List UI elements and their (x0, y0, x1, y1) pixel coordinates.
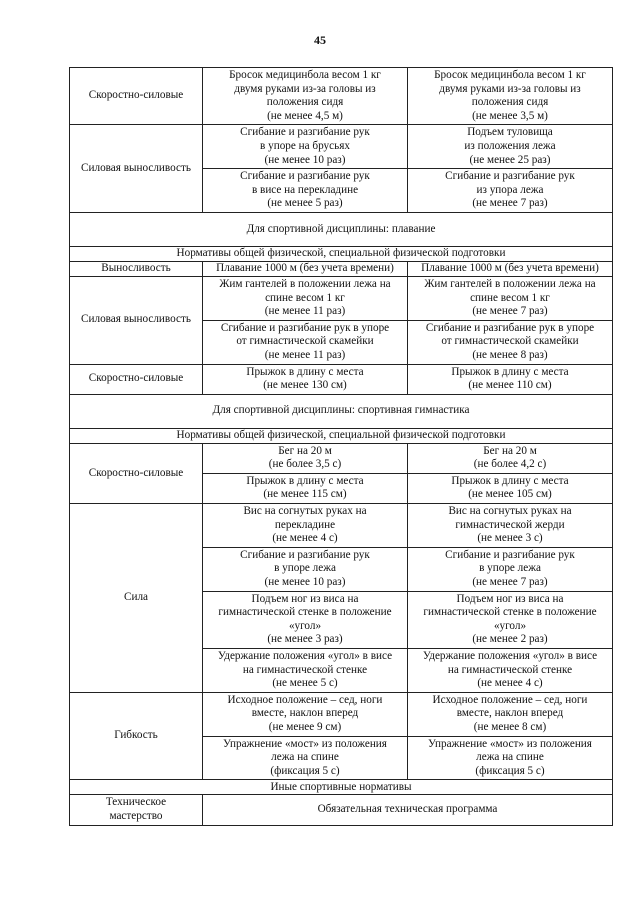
cell-line: (не менее 10 раз) (264, 153, 346, 166)
cell-line: Техническое (105, 796, 167, 809)
category-cell: Скоростно-силовые (70, 364, 203, 394)
cell-line: в упоре на брусьях (260, 139, 350, 152)
table-row (70, 443, 613, 473)
cell-line: (не более 4,2 с) (473, 458, 547, 471)
norms-header: Нормативы общей физической, специальной физической подготовки (70, 428, 613, 443)
cell-line: в упоре лежа (274, 562, 336, 575)
norm-cell (203, 473, 408, 503)
cell-line: Сгибание и разгибание рук в упоре (220, 321, 390, 334)
cell-line: Сгибание и разгибание рук (240, 126, 370, 139)
cell-line: Упражнение «мост» из положения (223, 737, 387, 750)
cell-line: Сгибание и разгибание рук (445, 548, 575, 561)
category-cell (70, 795, 203, 825)
cell-line: (фиксация 5 с) (270, 764, 340, 777)
cell-line: лежа на спине (271, 751, 339, 764)
norm-cell (203, 736, 408, 780)
section-title: Для спортивной дисциплины: плавание (70, 212, 613, 246)
cell-line: Прыжок в длину с места (246, 474, 364, 487)
cell-line: (не менее 25 раз) (469, 153, 551, 166)
other-header-row (70, 780, 613, 795)
norms-header-row (70, 428, 613, 443)
cell-line: положения сидя (471, 96, 549, 109)
cell-line: (не менее 11 раз) (264, 305, 346, 318)
cell-line: двумя руками из-за головы из (439, 82, 581, 95)
cell-line: (не менее 8 см) (473, 720, 547, 733)
table-row (70, 364, 613, 394)
cell-line: Исходное положение – сед, ноги (227, 693, 383, 706)
cell-line: Удержание положения «угол» в висе (217, 650, 393, 662)
cell-line: положения сидя (266, 96, 344, 109)
norm-cell (203, 169, 408, 213)
cell-line: Подъем ног из виса на (251, 592, 359, 605)
norms-header-row (70, 246, 613, 261)
norm-cell: Обязательная техническая программа (203, 795, 613, 825)
cell-line: Сгибание и разгибание рук в упоре (425, 321, 595, 334)
cell-line: спине весом 1 кг (265, 291, 345, 304)
cell-line: в упоре лежа (479, 562, 541, 575)
section-row (70, 212, 613, 246)
cell-line: двумя руками из-за головы из (234, 82, 376, 95)
category-cell: Сила (70, 504, 203, 693)
cell-line: перекладине (274, 518, 336, 531)
cell-line: из положения лежа (464, 139, 556, 152)
cell-line: (фиксация 5 с) (475, 764, 545, 777)
cell-line: Бросок медицинбола весом 1 кг (229, 69, 381, 81)
cell-line: Бросок медицинбола весом 1 кг (434, 69, 586, 81)
cell-line: (не менее 7 раз) (472, 305, 548, 318)
cell-line: гимнастической жерди (455, 518, 565, 531)
cell-line: Сгибание и разгибание рук (240, 548, 370, 561)
cell-line: на гимнастической стенке (447, 663, 573, 676)
cell-line: гимнастической стенке в положение (423, 606, 597, 619)
cell-line: «угол» (288, 619, 322, 632)
cell-line: (не менее 130 см) (263, 379, 347, 392)
section-title: Для спортивной дисциплины: спортивная гимнастика (70, 394, 613, 428)
cell-line: из упора лежа (476, 183, 544, 196)
cell-line: (не менее 115 см) (263, 488, 347, 501)
page-number: 45 (314, 33, 326, 47)
norm-cell (408, 473, 613, 503)
norm-cell (408, 443, 613, 473)
category-cell: Силовая выносливость (70, 276, 203, 364)
cell-line: на гимнастической стенке (242, 663, 368, 676)
cell-line: (не более 3,5 с) (268, 458, 342, 471)
norm-cell (408, 649, 613, 693)
cell-line: Сгибание и разгибание рук (445, 170, 575, 183)
cell-line: (не менее 3 раз) (267, 633, 343, 646)
cell-line: Бег на 20 м (278, 444, 332, 457)
cell-line: (не менее 9 см) (268, 720, 342, 733)
category-cell: Выносливость (70, 261, 203, 276)
cell-line: (не менее 3,5 м) (472, 109, 548, 122)
cell-line: (не менее 105 см) (468, 488, 552, 501)
cell-line: (не менее 5 раз) (267, 197, 343, 210)
cell-line: Прыжок в длину с места (451, 474, 569, 487)
other-header: Иные спортивные нормативы (70, 780, 613, 795)
cell-line: (не менее 8 раз) (472, 348, 548, 361)
cell-line: Вис на согнутых руках на (448, 505, 572, 518)
cell-line: Удержание положения «угол» в висе (422, 650, 598, 662)
table-row (70, 68, 613, 125)
cell-line: (не менее 4 с) (272, 532, 338, 545)
norm-cell (203, 364, 408, 394)
norm-cell (203, 649, 408, 693)
cell-line: (не менее 7 раз) (472, 576, 548, 589)
cell-line: гимнастической стенке в положение (218, 606, 392, 619)
norm-cell (203, 547, 408, 591)
cell-line: Прыжок в длину с места (451, 365, 569, 378)
norm-cell (408, 276, 613, 320)
norm-cell (408, 736, 613, 780)
cell-line: (не менее 10 раз) (264, 576, 346, 589)
cell-line: (не менее 110 см) (468, 379, 552, 392)
table-row (70, 261, 613, 276)
category-cell: Силовая выносливость (70, 125, 203, 213)
cell-line: мастерство (109, 809, 163, 822)
norm-cell (408, 320, 613, 364)
norm-cell (203, 320, 408, 364)
cell-line: Жим гантелей в положении лежа на (219, 277, 391, 290)
norm-cell (408, 547, 613, 591)
norm-cell (408, 504, 613, 548)
category-cell: Скоростно-силовые (70, 68, 203, 125)
category-cell: Гибкость (70, 692, 203, 780)
cell-line: Жим гантелей в положении лежа на (424, 277, 596, 290)
norm-cell (203, 591, 408, 648)
norm-cell (408, 125, 613, 169)
cell-line: Вис на согнутых руках на (243, 505, 367, 518)
norm-cell (203, 443, 408, 473)
norm-cell (408, 591, 613, 648)
table-row (70, 504, 613, 548)
cell-line: Подъем ног из виса на (456, 592, 564, 605)
cell-line: Упражнение «мост» из положения (428, 737, 592, 750)
cell-line: (не менее 2 раз) (472, 633, 548, 646)
norms-table (69, 67, 613, 826)
cell-line: в висе на перекладине (251, 183, 359, 196)
cell-line: Исходное положение – сед, ноги (432, 693, 588, 706)
norm-cell (203, 125, 408, 169)
norms-header: Нормативы общей физической, специальной физической подготовки (70, 246, 613, 261)
norm-cell: Плавание 1000 м (без учета времени) (408, 261, 613, 276)
cell-line: «угол» (493, 619, 527, 632)
cell-line: (не менее 3 с) (477, 532, 543, 545)
norm-cell (203, 276, 408, 320)
cell-line: (не менее 11 раз) (264, 348, 346, 361)
cell-line: Подъем туловища (467, 126, 553, 139)
norm-cell: Плавание 1000 м (без учета времени) (203, 261, 408, 276)
norm-cell (408, 169, 613, 213)
table-row (70, 125, 613, 169)
norm-cell (408, 364, 613, 394)
norm-cell (203, 504, 408, 548)
cell-line: от гимнастической скамейки (236, 335, 374, 348)
cell-line: (не менее 4,5 м) (267, 109, 343, 122)
norm-cell (203, 692, 408, 736)
table-row (70, 795, 613, 825)
cell-line: лежа на спине (476, 751, 544, 764)
category-cell: Скоростно-силовые (70, 443, 203, 503)
cell-line: Бег на 20 м (483, 444, 537, 457)
norm-cell (203, 68, 408, 125)
cell-line: (не менее 5 с) (272, 677, 338, 690)
cell-line: спине весом 1 кг (470, 291, 550, 304)
cell-line: от гимнастической скамейки (441, 335, 579, 348)
section-row (70, 394, 613, 428)
norm-cell (408, 68, 613, 125)
cell-line: вместе, наклон вперед (251, 707, 359, 720)
table-row (70, 692, 613, 736)
cell-line: вместе, наклон вперед (456, 707, 564, 720)
cell-line: (не менее 4 с) (477, 677, 543, 690)
norm-cell (408, 692, 613, 736)
cell-line: (не менее 7 раз) (472, 197, 548, 210)
cell-line: Прыжок в длину с места (246, 365, 364, 378)
table-row (70, 276, 613, 320)
cell-line: Сгибание и разгибание рук (240, 170, 370, 183)
